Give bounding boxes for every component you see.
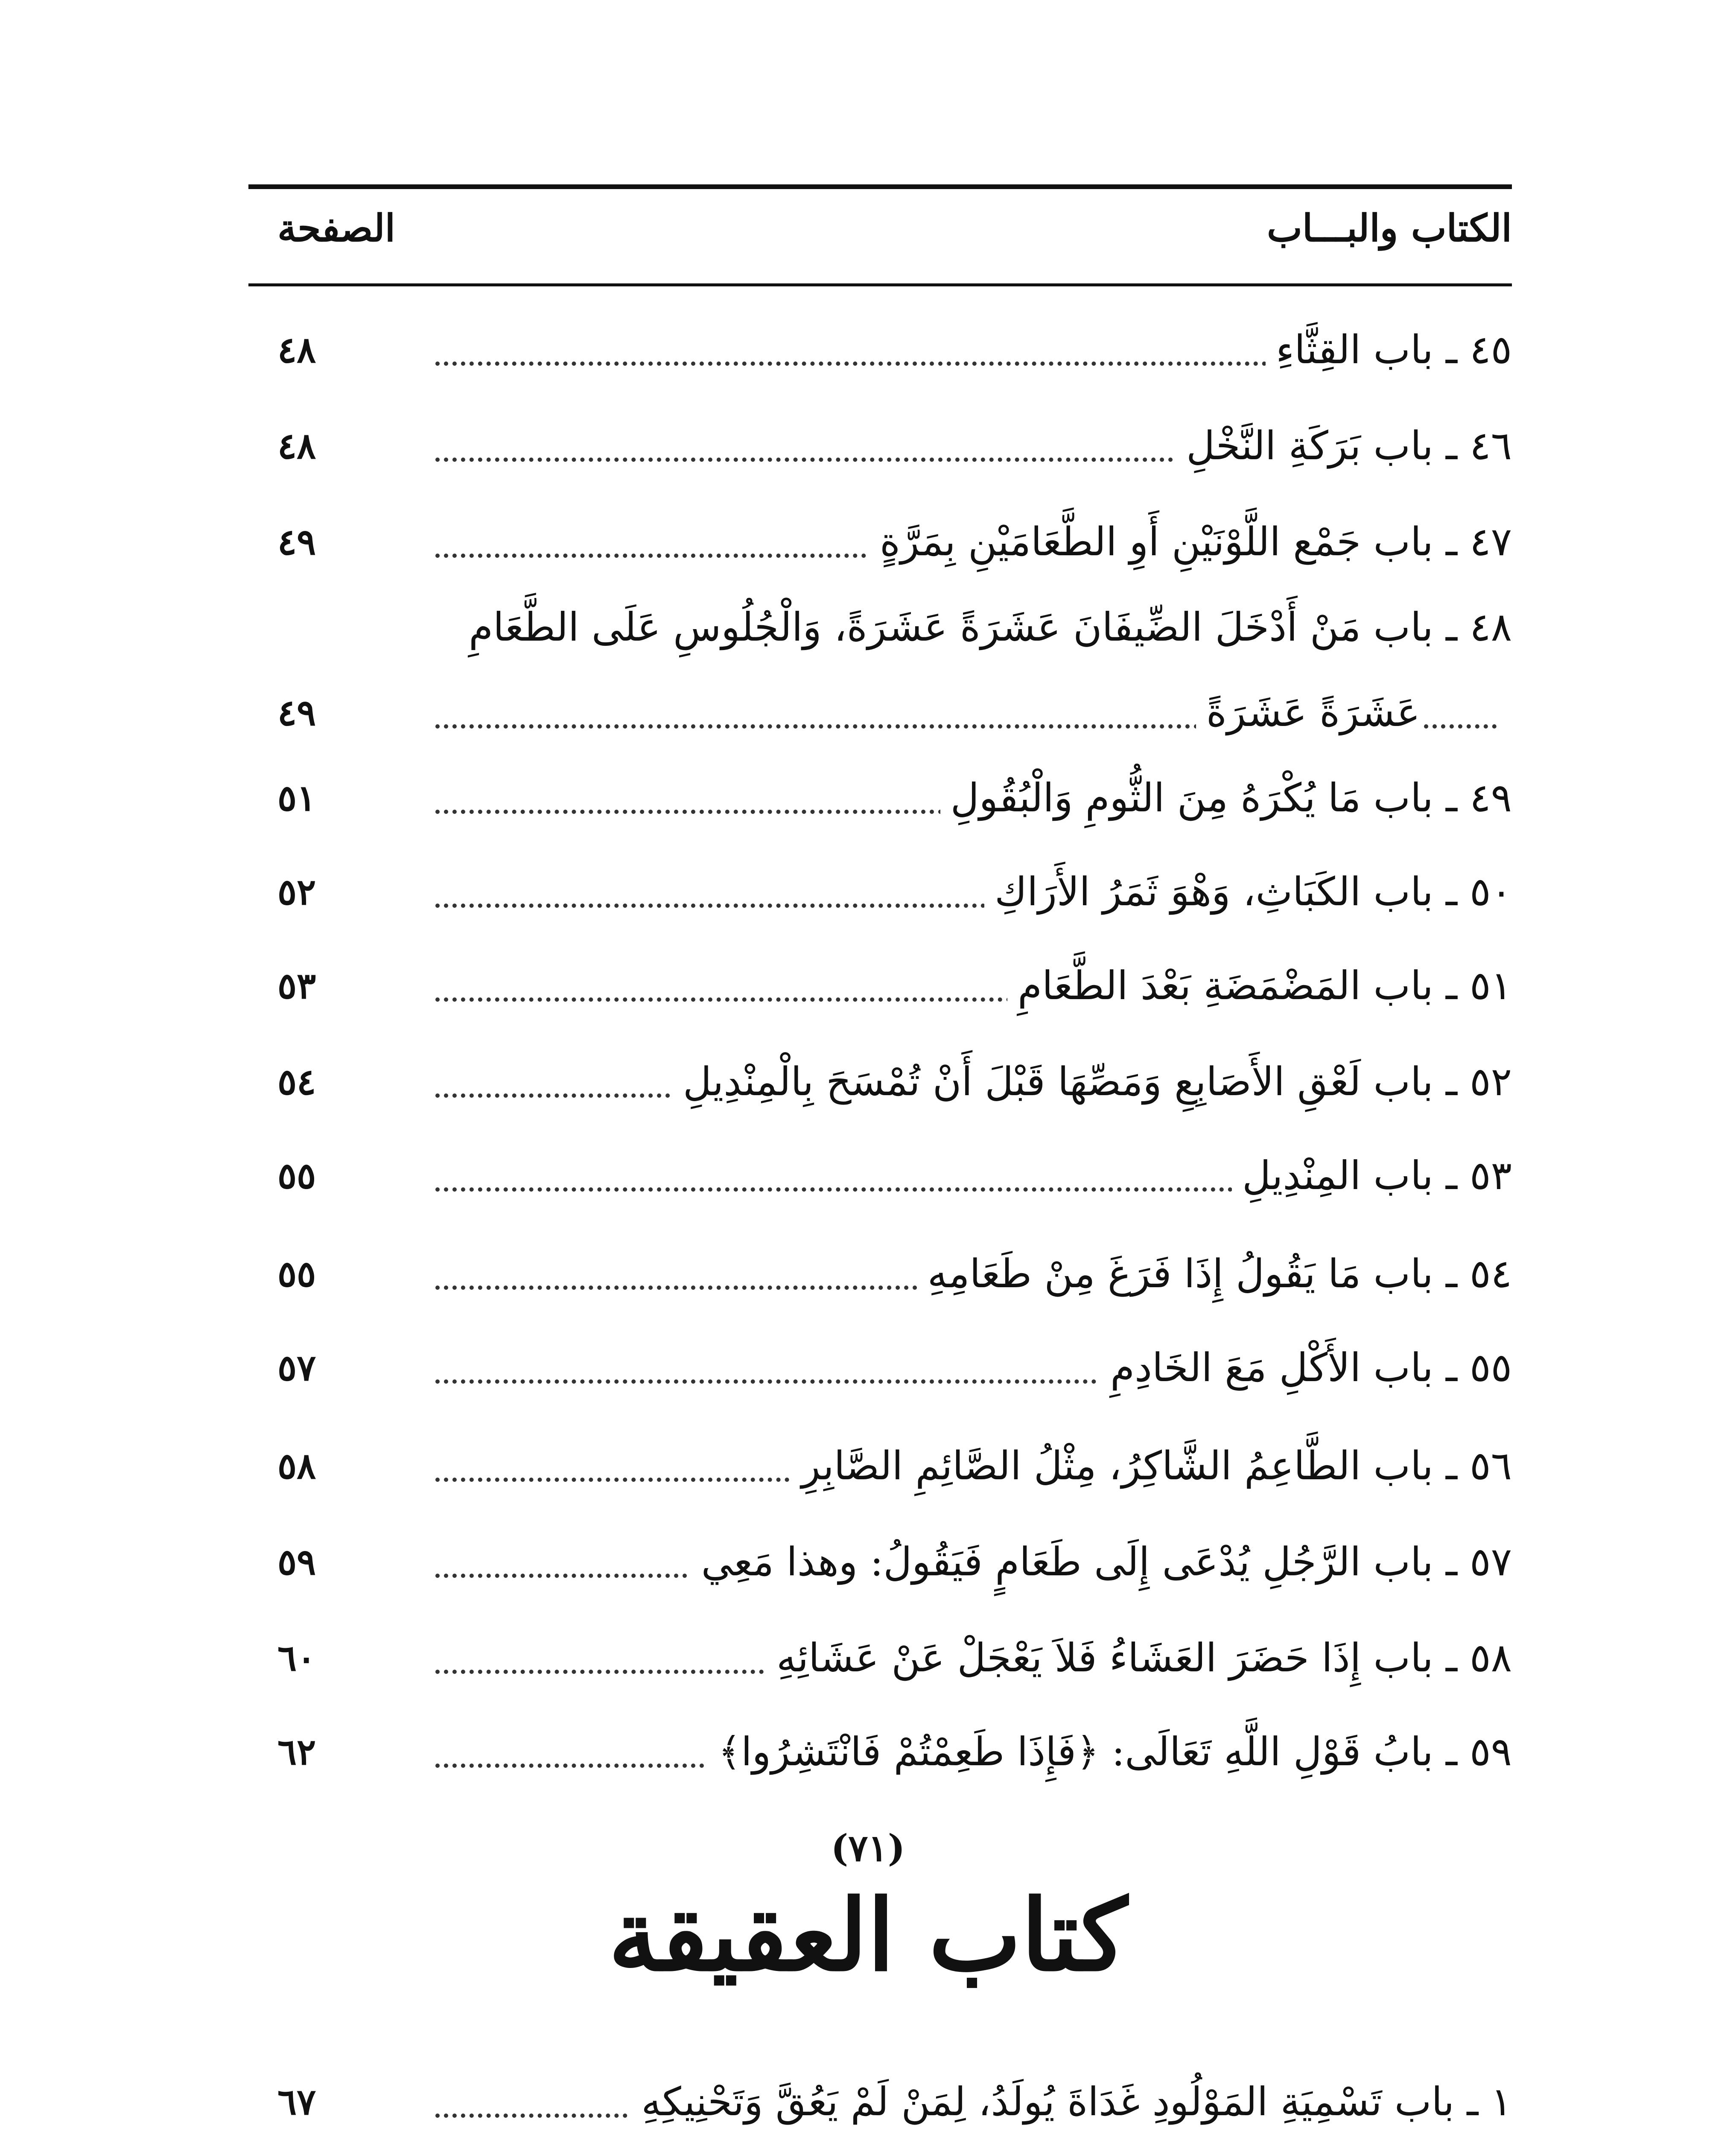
- toc-entry-page: ٦٧: [277, 2081, 316, 2123]
- toc-entry-title: ٥٦ ـ باب الطَّاعِمُ الشَّاكِرُ، مِثْلُ الصَّائِمِ الصَّابِرِ: [791, 1426, 1512, 1507]
- toc-entry-page: ٤٨: [277, 425, 316, 467]
- chapter-title-calligraphy: كتاب العقيقة: [608, 1878, 1128, 1993]
- toc-entry-page: ٥١: [277, 777, 316, 819]
- toc-entry-title: ٥٠ ـ باب الكَبَاثِ، وَهْوَ ثَمَرُ الأَرَاكِ: [984, 851, 1512, 933]
- toc-entry-title: ٥٧ ـ باب الرَّجُلِ يُدْعَى إِلَى طَعَامٍ فَيَقُولُ: وهذا مَعِي: [691, 1522, 1512, 1603]
- toc-entry: [0, 2061, 1736, 2134]
- toc-entry-page: ٥٨: [277, 1445, 316, 1487]
- toc-entry-title: ١ ـ باب تَسْمِيَةِ المَوْلُودِ غَدَاةَ يُولَدُ، لِمَنْ لَمْ يَعُقَّ وَتَحْنِيكِهِ: [631, 2061, 1512, 2134]
- toc-entry-title: ٥٢ ـ باب لَعْقِ الأَصَابِعِ وَمَصِّهَا قَبْلَ أَنْ تُمْسَحَ بِالْمِنْدِيلِ: [673, 1041, 1512, 1122]
- toc-entry-title: ٥٤ ـ باب مَا يَقُولُ إِذَا فَرَغَ مِنْ طَعَامِهِ: [917, 1233, 1512, 1315]
- toc-entry-page: ٥٢: [277, 871, 316, 913]
- toc-entry-title: ٥٥ ـ باب الأَكْلِ مَعَ الخَادِمِ: [1100, 1327, 1512, 1408]
- column-header-book-chapter: الكتاب والبـــاب: [1266, 206, 1512, 250]
- toc-entry-title: ٤٦ ـ باب بَرَكَةِ النَّخْلِ: [1176, 405, 1512, 487]
- toc-entry-title: ٤٧ ـ باب جَمْع اللَّوْنَيْنِ أَوِ الطَّعَامَيْنِ بِمَرَّةٍ: [869, 501, 1512, 583]
- toc-entry-title: ٥١ ـ باب المَضْمَضَةِ بَعْدَ الطَّعَامِ: [1007, 945, 1512, 1026]
- toc-entry-page: ٥٥: [277, 1154, 316, 1197]
- toc-entry-title: ٤٩ ـ باب مَا يُكْرَهُ مِنَ الثُّومِ وَالْبُقُولِ: [940, 758, 1512, 839]
- toc-entry-page: ٥٥: [277, 1253, 316, 1295]
- toc-entry-title: ٤٥ ـ باب القِثَّاءِ: [1266, 309, 1512, 391]
- toc-entry-page: ٦٢: [277, 1731, 316, 1773]
- chapter-number: (٧١): [831, 1827, 905, 1870]
- toc-entry-title-continuation: عَشَرَةً عَشَرَةً: [1196, 672, 1420, 753]
- toc-entry-title: ٤٨ ـ باب مَنْ أَدْخَلَ الضِّيفَانَ عَشَرَةً عَشَرَةً، وَالْجُلُوسِ عَلَى الطَّعَامِ: [458, 587, 1512, 668]
- toc-entry-title: ٥٨ ـ باب إِذَا حَضَرَ العَشَاءُ فَلاَ يَعْجَلْ عَنْ عَشَائِهِ: [766, 1618, 1512, 1699]
- toc-entry-page: ٥٤: [277, 1061, 316, 1103]
- toc-entry-page: ٥٣: [277, 965, 316, 1007]
- toc-entry-page: ٥٩: [277, 1541, 316, 1583]
- toc-entry-page: ٦٠: [277, 1637, 316, 1679]
- toc-entry-title: ٥٣ ـ باب المِنْدِيلِ: [1232, 1135, 1512, 1216]
- toc-entry-page: ٤٨: [277, 329, 316, 371]
- toc-entry-page: ٥٧: [277, 1347, 316, 1389]
- toc-entry-title: ٥٩ ـ بابُ قَوْلِ اللَّهِ تَعَالَى: ﴿فَإِذَا طَعِمْتُمْ فَانْتَشِرُوا﴾: [708, 1711, 1512, 1793]
- toc-entry-page: ٤٩: [277, 521, 316, 563]
- column-header-page: الصفحة: [277, 206, 396, 250]
- toc-entry-page: ٤٩: [277, 691, 316, 734]
